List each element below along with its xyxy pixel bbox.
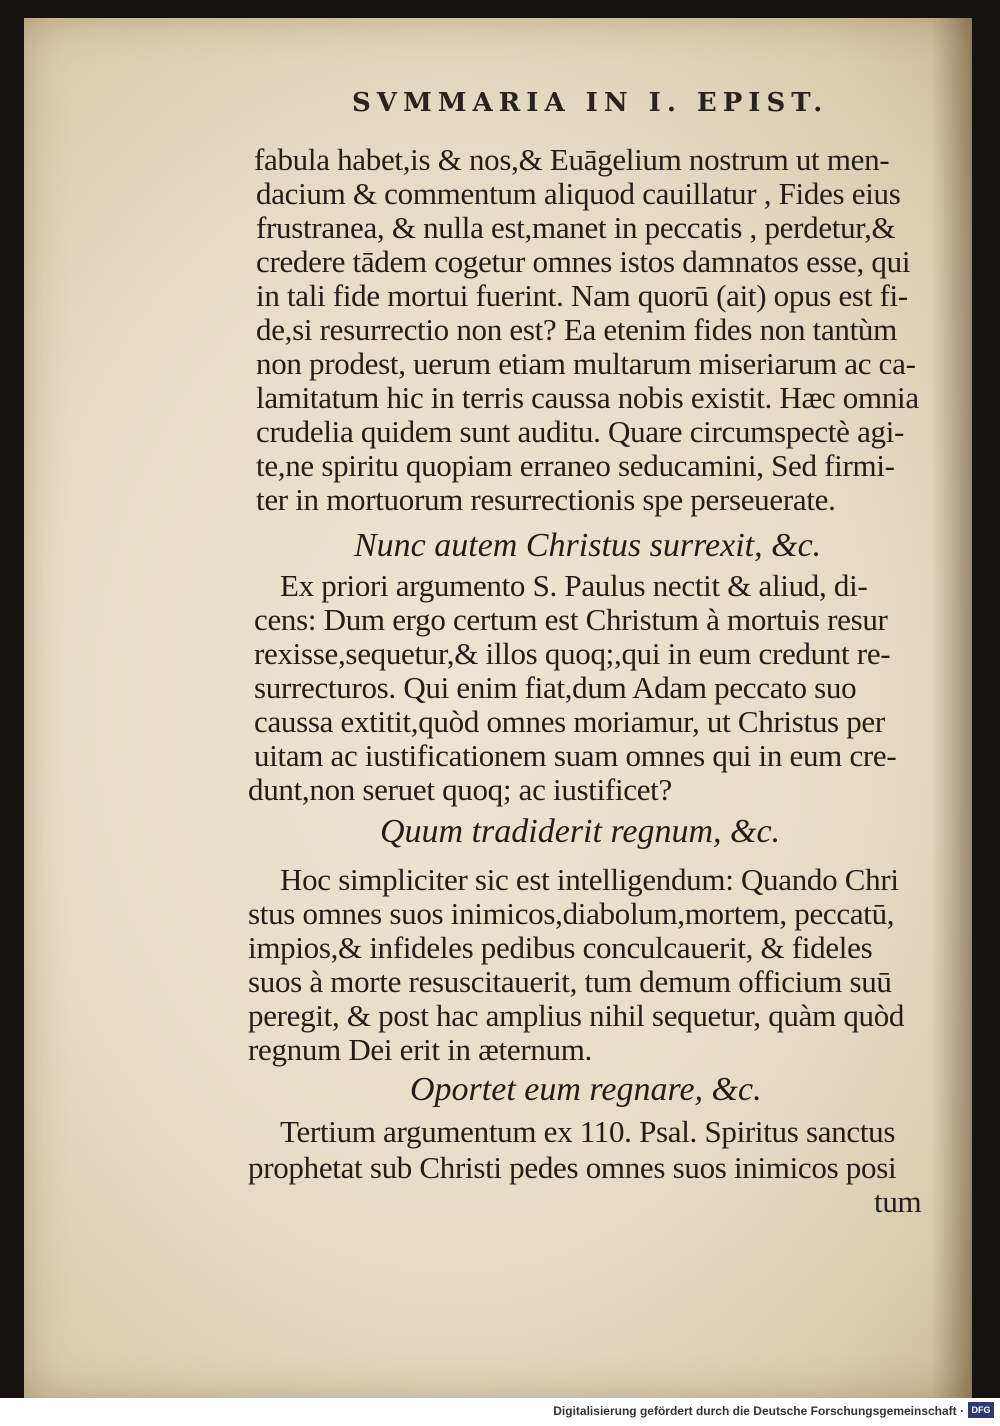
text-line: regnum Dei erit in æternum.: [248, 1032, 593, 1067]
text-line: peregit, & post hac amplius nihil sequetur, quàm quòd: [248, 998, 905, 1033]
text-line: rexisse,sequetur,& illos quoq;,qui in eum credunt re-: [254, 636, 891, 671]
text-line: lamitatum hic in terris caussa nobis existit. Hæc omnia: [256, 380, 919, 415]
text-line: fabula habet,is & nos,& Euāgelium nostrum ut men-: [254, 142, 890, 177]
text-line: dunt,non seruet quoq; ac iustificet?: [248, 772, 672, 807]
text-line: caussa extitit,quòd omnes moriamur, ut Christus per: [254, 704, 885, 739]
text-line: Tertium argumentum ex 110. Psal. Spiritus sanctus: [280, 1114, 896, 1149]
text-line: suos à morte resuscitauerit, tum demum officium suū: [248, 964, 892, 999]
text-line: stus omnes suos inimicos,diabolum,mortem, peccatū,: [248, 896, 895, 931]
text-line: crudelia quidem sunt auditu. Quare circumspectè agi-: [256, 414, 905, 449]
text-line: de,si resurrectio non est? Ea etenim fides non tantùm: [256, 312, 897, 347]
text-line: dacium & commentum aliquod cauillatur , Fides eius: [256, 176, 901, 211]
section-heading: Oportet eum regnare, &c.: [410, 1071, 762, 1108]
text-line: te,ne spiritu quopiam erraneo seducamini, Sed firmi-: [256, 448, 895, 483]
text-line: cens: Dum ergo certum est Christum à mortuis resur: [254, 602, 888, 637]
text-line: credere tādem cogetur omnes istos damnatos esse, qui: [256, 244, 911, 279]
section-heading: Quum tradiderit regnum, &c.: [380, 813, 781, 850]
text-line: frustranea, & nulla est,manet in peccatis , perdetur,&: [256, 210, 896, 245]
section-heading: Nunc autem Christus surrexit, &c.: [354, 527, 822, 564]
text-line: in tali fide mortui fuerint. Nam quorū (ait) opus est fi-: [256, 278, 908, 313]
page-fold-shadow: [932, 18, 972, 1398]
text-line: prophetat sub Christi pedes omnes suos inimicos posi: [248, 1150, 897, 1185]
footer-bar: [0, 1398, 1000, 1426]
dfg-logo: DFG: [968, 1402, 994, 1418]
running-head: SVMMARIA IN I. EPIST.: [352, 88, 829, 118]
text-line: ter in mortuorum resurrectionis spe perseuerate.: [256, 482, 836, 517]
text-line: non prodest, uerum etiam multarum miseriarum ac ca-: [256, 346, 916, 381]
text-line: impios,& infideles pedibus conculcauerit, & fideles: [248, 930, 873, 965]
text-line: Hoc simpliciter sic est intelligendum: Quando Chri: [280, 862, 899, 897]
text-line: Ex priori argumento S. Paulus nectit & aliud, di-: [280, 568, 868, 603]
funding-credit: Digitalisierung gefördert durch die Deutsche Forschungsgemeinschaft ·: [553, 1404, 964, 1418]
catchword: tum: [874, 1184, 922, 1219]
text-line: surrecturos. Qui enim fiat,dum Adam peccato suo: [254, 670, 857, 705]
text-line: uitam ac iustificationem suam omnes qui in eum cre-: [254, 738, 897, 773]
